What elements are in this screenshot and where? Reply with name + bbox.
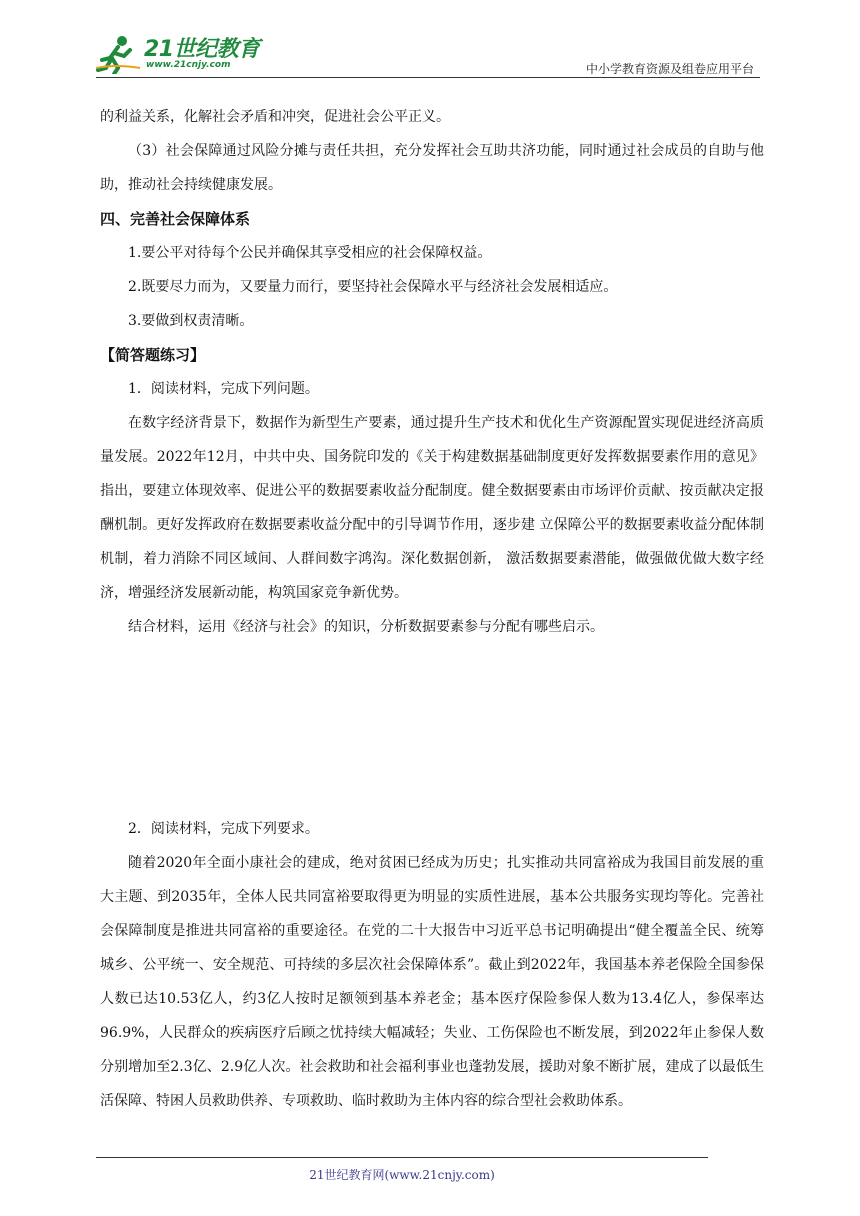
list-item-2: 2.既要尽力而为，又要量力而行，要坚持社会保障水平与经济社会发展相适应。 — [128, 279, 618, 295]
answer-space — [100, 644, 764, 812]
paragraph-point-3: （3）社会保障通过风险分摊与责任共担，充分发挥社会互助共济功能，同时通过社会成员的自助与他助，推动社会持续健康发展。 — [100, 143, 764, 193]
page-header — [96, 30, 760, 78]
question-1-material: 在数字经济背景下，数据作为新型生产要素，通过提升生产技术和优化生产资源配置实现促进经济高质量发展。2022年12月，中共中央、国务院印发的《关于构建数据基础制度更好发挥数据要素作用的意见》指出，要建立体现效率、促进公平的数据要素收益分配制度。健全数据要素由市场评价贡献、按贡献决定报酬机制。更好发挥政府在数据要素收益分配中的引导调节作用，逐步建 立保障公平的数据要素收益分配体制机制，着力消除不同区域间、人群间数字鸿沟。深化数据创新， 激活数据要素潜能，做强做优做大数字经济，增强经济发展新动能，构筑国家竞争新优势。 — [100, 415, 764, 601]
document-body — [100, 100, 764, 1118]
paragraph-continued: 的利益关系，化解社会矛盾和冲突，促进社会公平正义。 — [100, 109, 450, 125]
platform-name: 中小学教育资源及组卷应用平台 — [585, 62, 754, 76]
question-2-material: 随着2020年全面小康社会的建成，绝对贫困已经成为历史；扎实推动共同富裕成为我国目前发展的重大主题、到2035年，全体人民共同富裕要取得更为明显的实质性进展，基本公共服务实现均等化。完善社会保障制度是推进共同富裕的重要途径。在党的二十大报告中习近平总书记明确提出“健全覆盖全民、统筹城乡、公平统一、安全规范、可持续的多层次社会保障体系”。截止到2022年，我国基本养老保险全国参保人数已达10.53亿人，约3亿人按时足额领到基本养老金；基本医疗保险参保人数为13.4亿人，参保率达96.9%，人民群众的疾病医疗后顾之忧持续大幅减轻；失业、工伤保险也不断发展，到2022年止参保人数分别增加至2.3亿、2.9亿人次。社会救助和社会福利事业也蓬勃发展，援助对象不断扩展，建成了以最低生活保障、特困人员救助供养、专项救助、临时救助为主体内容的综合型社会救助体系。 — [100, 855, 764, 1109]
footer-divider — [96, 1157, 708, 1158]
question-1: 1．阅读材料，完成下列问题。 — [128, 381, 319, 397]
header-divider — [96, 77, 760, 78]
logo-text: 21世纪教育 — [144, 37, 260, 62]
section-heading-4: 四、完善社会保障体系 — [100, 210, 251, 228]
logo-url: www.21cnjy.com — [146, 60, 231, 70]
page-footer: 21世纪教育网(www.21cnjy.com) — [309, 1168, 495, 1182]
list-item-3: 3.要做到权责清晰。 — [128, 313, 254, 329]
question-2: 2．阅读材料，完成下列要求。 — [128, 821, 319, 837]
question-1-task: 结合材料，运用《经济与社会》的知识，分析数据要素参与分配有哪些启示。 — [128, 619, 604, 635]
list-item-1: 1.要公平对待每个公民并确保其享受相应的社会保障权益。 — [128, 245, 492, 261]
exercise-section-title: 【简答题练习】 — [100, 346, 206, 364]
